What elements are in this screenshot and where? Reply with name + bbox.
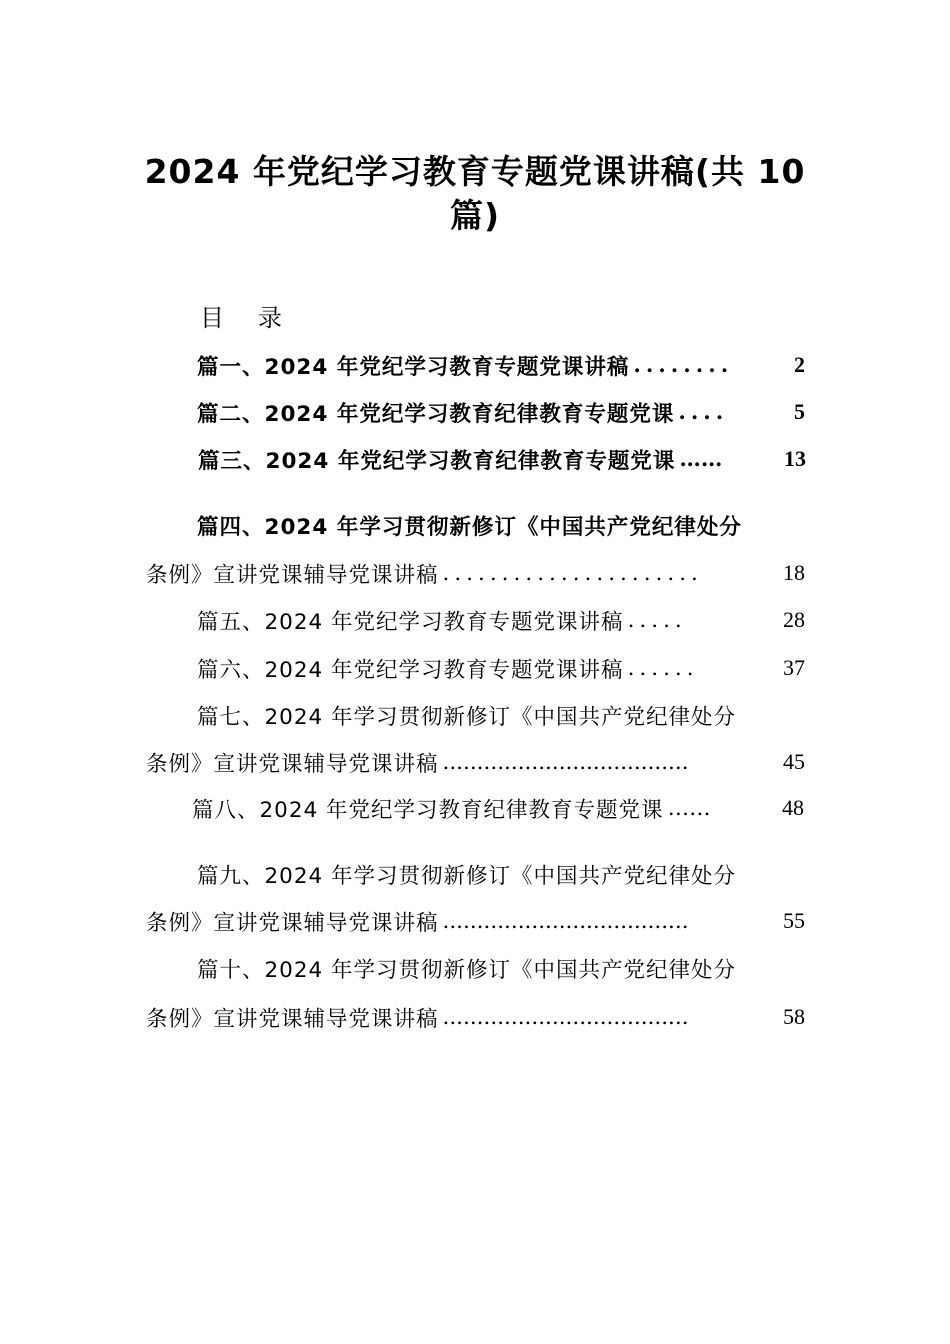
toc-entry-9-page: 55: [783, 908, 805, 933]
toc-entry-1-page: 2: [794, 352, 805, 377]
toc-entry-7-page: 45: [783, 749, 805, 774]
toc-entry-4-title-line-1: 篇四、2024 年学习贯彻新修订《中国共产党纪律处分: [197, 514, 742, 540]
toc-entry-9-line-1[interactable]: [197, 857, 805, 891]
toc-entry-8-title: 篇八、2024 年党纪学习教育纪律教育专题党课: [192, 797, 664, 823]
toc-entry-5-page: 28: [783, 607, 805, 632]
toc-entry-4-page: 18: [783, 560, 805, 585]
toc-heading-char-1: 目: [200, 304, 224, 332]
toc-entry-9-title-line-1: 篇九、2024 年学习贯彻新修订《中国共产党纪律处分: [197, 863, 737, 889]
toc-entry-4-line-2[interactable]: [146, 556, 805, 590]
toc-entry-8-leader: ……: [667, 795, 711, 821]
toc-entry-10-page: 58: [783, 1004, 805, 1029]
toc-entry-7-line-2[interactable]: [146, 745, 805, 779]
toc-entry-9-leader: ....................................: [442, 908, 689, 934]
toc-entry-10-title-line-2: 条例》宣讲党课辅导党课讲稿: [146, 1006, 439, 1032]
toc-entry-2[interactable]: [197, 395, 805, 429]
toc-entry-8-page: 48: [782, 795, 804, 820]
toc-entry-2-title: 篇二、2024 年党纪学习教育纪律教育专题党课: [197, 401, 675, 427]
toc-entry-7-line-1[interactable]: [197, 698, 805, 732]
toc-entry-6-page: 37: [783, 655, 805, 680]
toc-entry-7-title-line-1: 篇七、2024 年学习贯彻新修订《中国共产党纪律处分: [197, 704, 737, 730]
toc-entry-3[interactable]: [198, 442, 806, 476]
toc-entry-4-line-1[interactable]: [197, 508, 805, 542]
toc-entry-10-line-1[interactable]: [197, 951, 805, 985]
toc-entry-6-leader: ......: [627, 655, 699, 681]
toc-entry-4-leader: ......................: [442, 560, 703, 586]
toc-entry-1-title: 篇一、2024 年党纪学习教育专题党课讲稿: [197, 354, 630, 380]
toc-entry-2-page: 5: [794, 399, 805, 424]
document-title-line-2: 篇): [449, 196, 501, 235]
toc-entry-5[interactable]: [197, 603, 805, 637]
toc-entry-9-title-line-2: 条例》宣讲党课辅导党课讲稿: [146, 910, 439, 936]
toc-entry-2-leader: ....: [678, 399, 729, 425]
toc-entry-5-leader: .....: [627, 607, 687, 633]
toc-entry-9-line-2[interactable]: [146, 904, 805, 938]
toc-entry-6[interactable]: [197, 651, 805, 685]
toc-heading: [200, 300, 282, 336]
toc-entry-1-leader: ........: [633, 352, 734, 378]
toc-entry-7-title-line-2: 条例》宣讲党课辅导党课讲稿: [146, 751, 439, 777]
toc-entry-4-title-line-2: 条例》宣讲党课辅导党课讲稿: [146, 562, 439, 588]
toc-entry-1[interactable]: [197, 348, 805, 382]
toc-entry-5-title: 篇五、2024 年党纪学习教育专题党课讲稿: [197, 609, 624, 635]
toc-entry-3-title: 篇三、2024 年党纪学习教育纪律教育专题党课: [198, 448, 676, 474]
toc-entry-3-leader: ……: [679, 446, 723, 472]
document-title-line-1: 2024 年党纪学习教育专题党课讲稿(共 10: [144, 152, 806, 191]
toc-entry-10-leader: ....................................: [442, 1004, 689, 1030]
toc-entry-10-title-line-1: 篇十、2024 年学习贯彻新修订《中国共产党纪律处分: [197, 957, 737, 983]
toc-entry-6-title: 篇六、2024 年党纪学习教育专题党课讲稿: [197, 657, 624, 683]
toc-entry-7-leader: ....................................: [442, 749, 689, 775]
toc-entry-8[interactable]: [192, 791, 804, 825]
toc-entry-10-line-2[interactable]: [146, 1000, 805, 1034]
toc-entry-3-page: 13: [784, 446, 806, 471]
toc-heading-char-2: 录: [258, 304, 282, 332]
